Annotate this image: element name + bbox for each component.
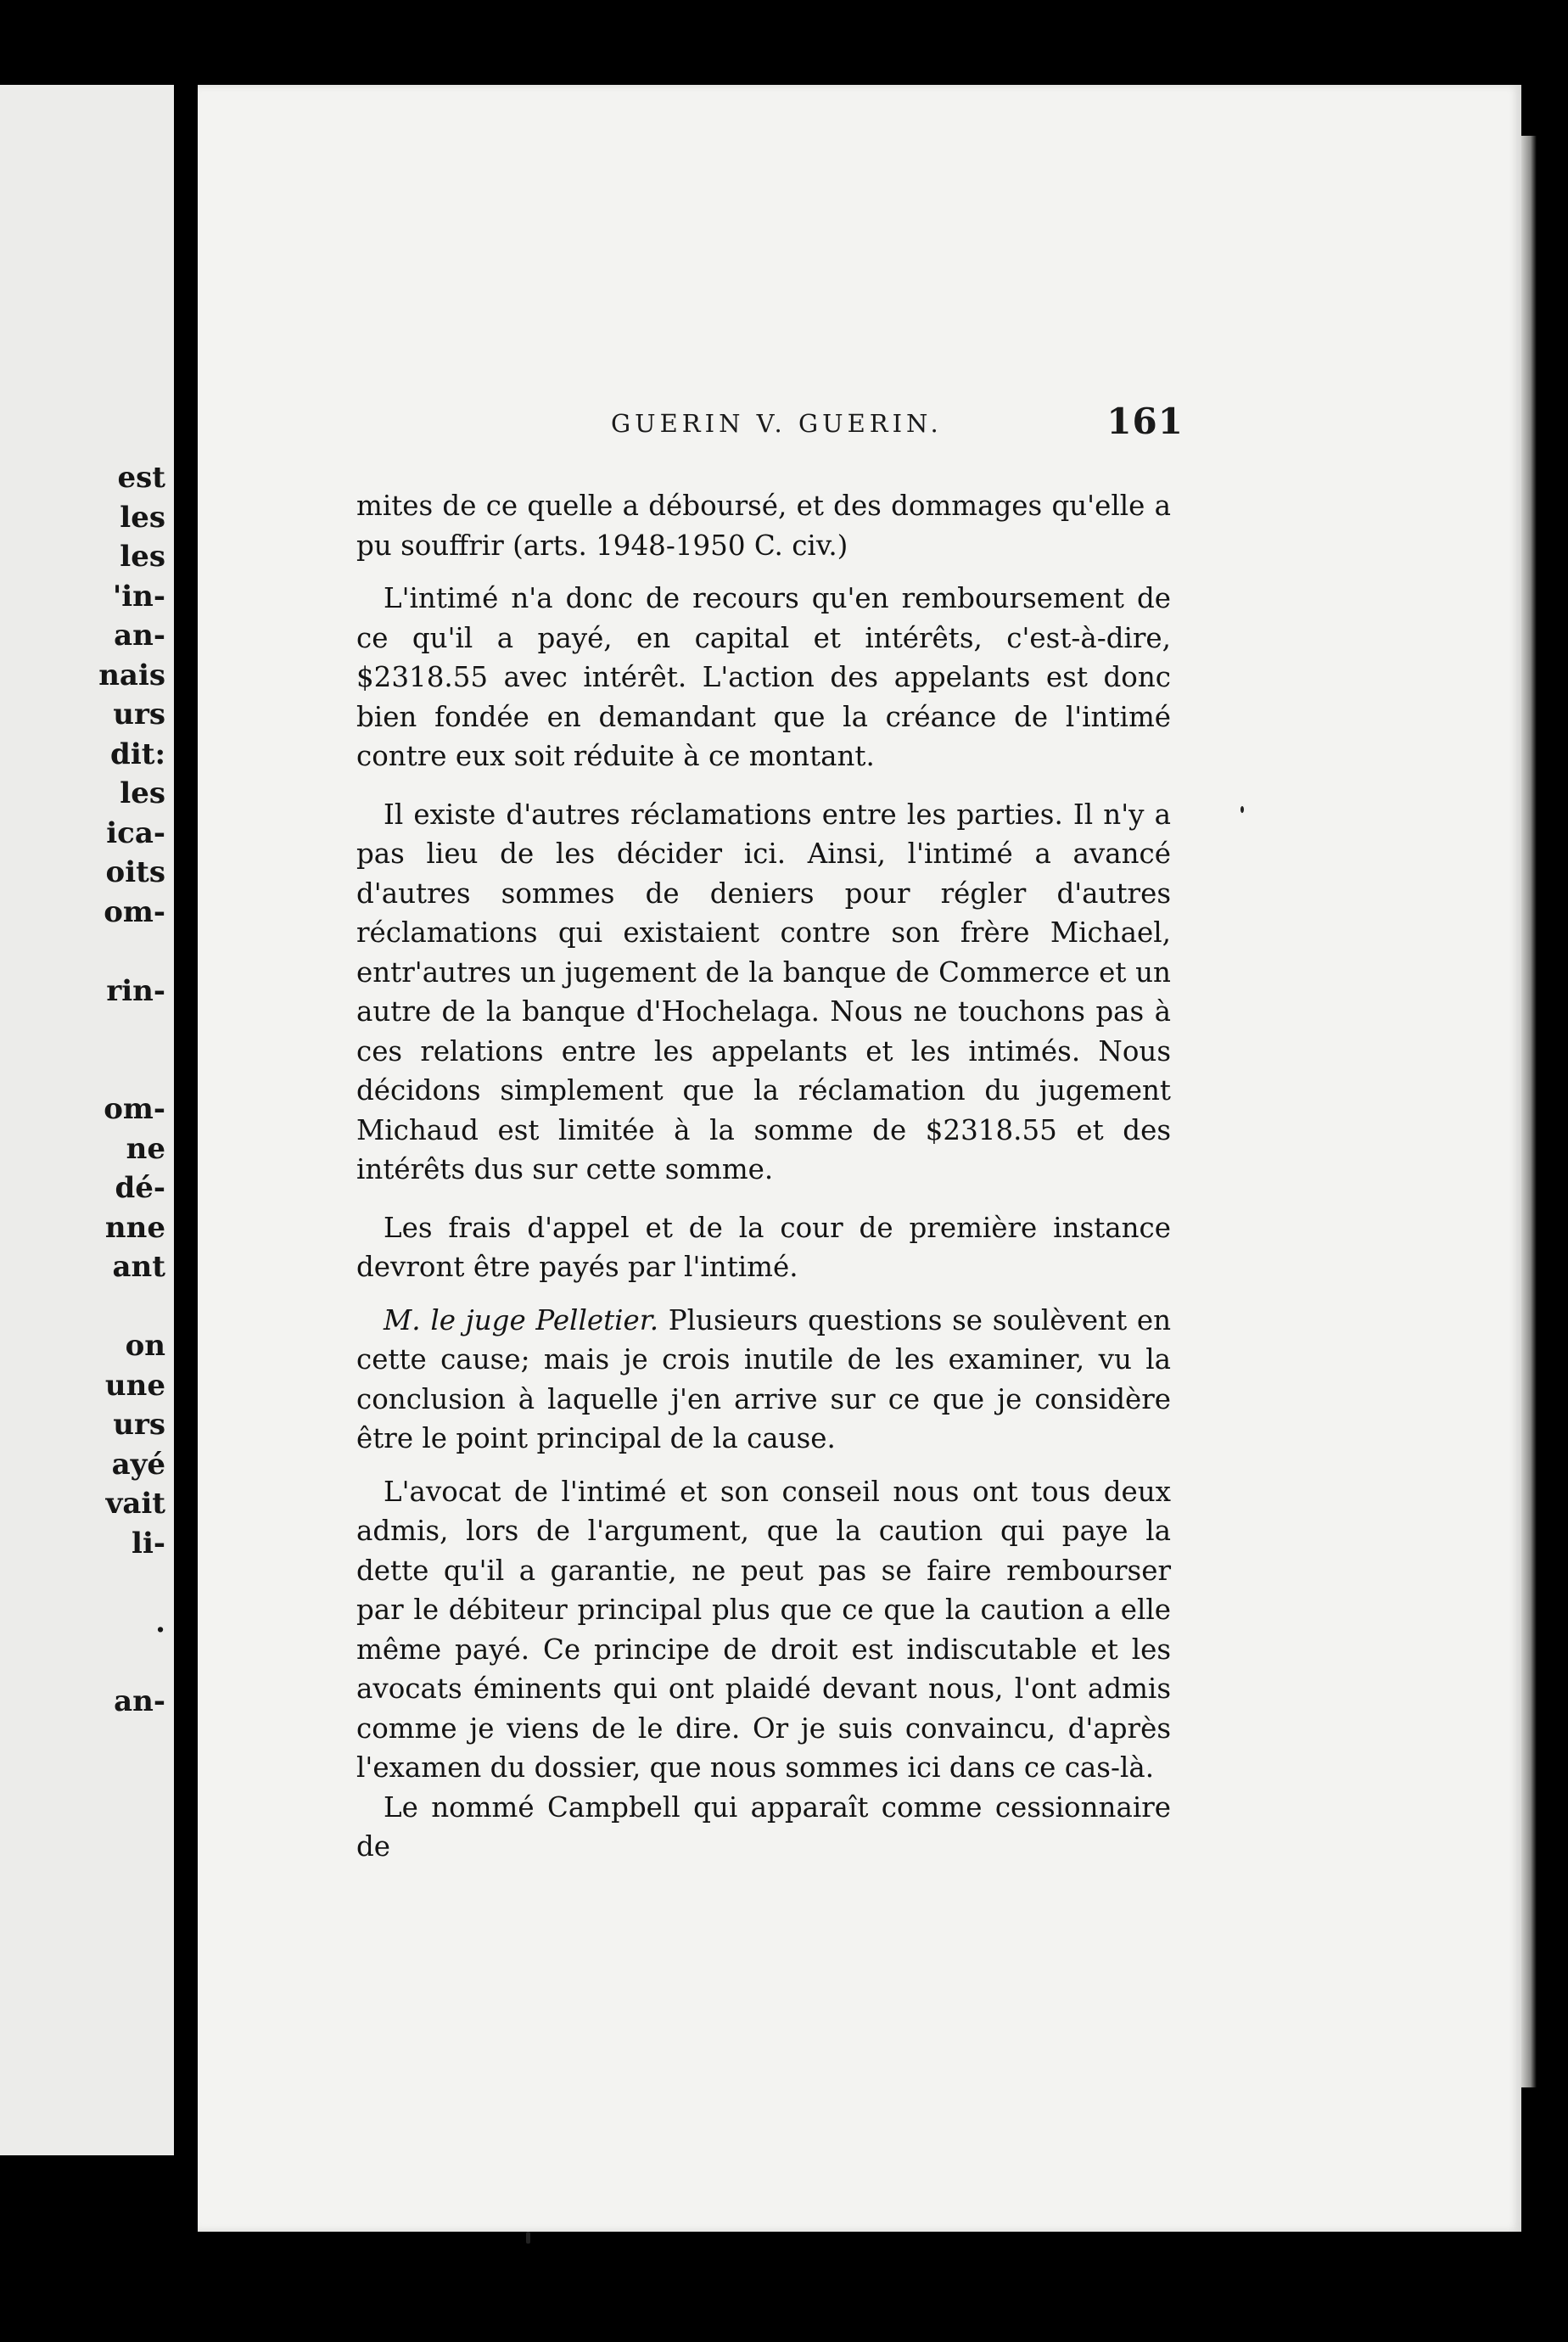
facing-page-fragment: ant <box>112 1250 165 1284</box>
facing-page-fragment: urs <box>113 698 165 731</box>
facing-page-fragment: on <box>125 1329 165 1363</box>
facing-page-fragment: ayé <box>111 1447 165 1482</box>
facing-page-fragment: ica- <box>106 815 165 850</box>
facing-page-fragment: les <box>120 540 165 574</box>
facing-page-fragment: urs <box>113 1408 165 1442</box>
facing-page-fragment <box>0 1642 165 1682</box>
page-edge <box>1521 136 1537 2087</box>
book-gutter <box>174 68 198 2172</box>
facing-page-fragment: est <box>117 461 165 495</box>
facing-page-fragment <box>0 1011 165 1051</box>
facing-page-fragment: dit: <box>110 737 165 771</box>
judge-name: M. le juge Pelletier. <box>384 1303 659 1336</box>
page-number: 161 <box>1106 401 1184 442</box>
facing-page-fragment <box>0 1287 165 1327</box>
facing-page-fragment: les <box>120 776 165 810</box>
paragraph: L'avocat de l'intimé et son conseil nous ont tous deux admis, lors de l'argument, que la caution qui paye la dette qu'il a garantie, ne peut pas se faire rembourser par le débiteur principal plus que ce que la caution a elle même payé. Ce principe de droit est indiscutable et les avocats éminents qui ont plaidé devant nous, l'ont admis comme je viens de le dire. Or je suis convaincu, d'après l'examen du dossier, que nous sommes ici dans ce cas-là. <box>356 1475 1171 1784</box>
facing-page-fragment: an- <box>114 1684 165 1718</box>
facing-page-text <box>0 458 165 1721</box>
facing-page-fragment: dé- <box>115 1171 165 1205</box>
paragraph: Les frais d'appel et de la cour de première instance devront être payés par l'intimé. <box>356 1211 1171 1283</box>
facing-page-fragment: . <box>155 1605 165 1639</box>
paragraph: L'intimé n'a donc de recours qu'en remboursement de ce qu'il a payé, en capital et intérêts, c'est-à-dire, $2318.55 avec intérêt. L'action des appelants est donc bien fondée en demandant que la créance de l'intimé contre eux soit réduite à ce montant. <box>356 582 1171 772</box>
paragraph: Il existe d'autres réclamations entre les parties. Il n'y a pas lieu de les décider ici. Ainsi, l'intimé a avancé d'autres sommes de deniers pour régler d'autres réclamations qui existaient contre son frère Michael, entr'autres un jugement de la banque de Commerce et un autre de la banque d'Hochelaga. Nous ne touchons pas à ces relations entre les appelants et les intimés. Nous décidons simplement que la réclamation du jugement Michaud est limitée à la somme de $2318.55 et des intérêts dus sur cette somme. <box>356 798 1171 1185</box>
paragraph-judge-opinion <box>356 1301 1171 1459</box>
facing-page-fragment: nais <box>98 658 165 692</box>
facing-page-fragment: nne <box>104 1210 165 1245</box>
facing-page-fragment: om- <box>104 1092 165 1126</box>
scan-speck <box>526 2232 530 2244</box>
scan-speck <box>1240 806 1244 813</box>
facing-page-fragment: rin- <box>106 973 165 1008</box>
facing-page-fragment: an- <box>114 619 165 653</box>
facing-page-fragment: oits <box>105 855 165 889</box>
paragraph-text: Plusieurs questions se soulèvent en cette cause; mais je crois inutile de les examiner, vu la conclusion à laquelle j'en arrive sur ce que je considère être le point principal de la cause. <box>356 1303 1172 1454</box>
facing-page-fragment: une <box>104 1368 165 1403</box>
page-header <box>356 401 1184 448</box>
facing-page-fragment: ne <box>126 1131 165 1166</box>
facing-page-fragment <box>0 932 165 972</box>
paragraph: mites de ce quelle a déboursé, et des dommages qu'elle a pu souffrir (arts. 1948-1950 C. civ.) <box>356 490 1171 562</box>
facing-page-fragment: om- <box>104 894 165 929</box>
facing-page-fragment <box>0 1051 165 1090</box>
facing-page-fragment <box>0 1563 165 1603</box>
body-text <box>356 486 1171 1867</box>
facing-page-fragment: 'in- <box>112 579 165 614</box>
facing-page-fragment: li- <box>132 1526 165 1560</box>
facing-page <box>0 85 174 2155</box>
paragraph: Le nommé Campbell qui apparaît comme cessionnaire de <box>356 1790 1171 1863</box>
facing-page-fragment: vait <box>105 1487 165 1521</box>
running-head: GUERIN V. GUERIN. <box>611 409 943 438</box>
facing-page-fragment: les <box>120 500 165 535</box>
